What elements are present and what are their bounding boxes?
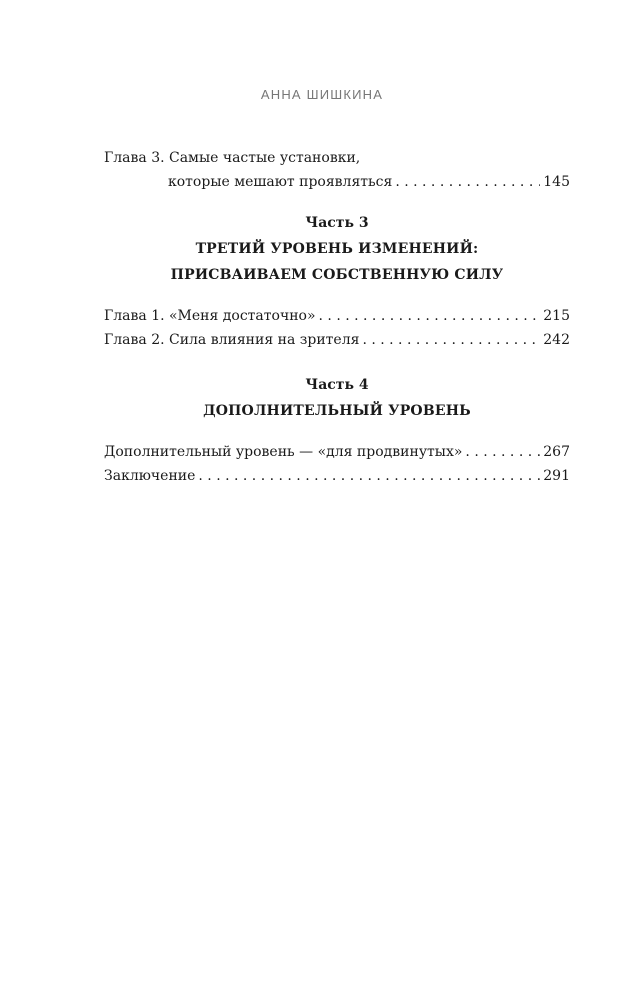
toc-entry-title: которые мешают проявляться [168, 174, 393, 190]
part-3-label: Часть 3 [305, 215, 369, 231]
part-3-title-line-2: ПРИСВАИВАЕМ СОБСТВЕННУЮ СИЛУ [170, 267, 504, 283]
toc-entry-title: Дополнительный уровень — «для продвинутых» [104, 444, 463, 460]
toc-entry-chapter-3-continued[interactable] [104, 170, 570, 194]
toc-entry-part3-chapter-1[interactable] [104, 304, 570, 328]
toc-entry-chapter-3[interactable] [104, 146, 570, 170]
toc-page-number: 215 [543, 308, 570, 324]
toc-entry-part3-chapter-2[interactable] [104, 328, 570, 352]
leader-dots [198, 464, 540, 488]
toc-page-number: 291 [543, 468, 570, 484]
toc-page-number: 267 [543, 444, 570, 460]
toc-entry-additional-level[interactable] [104, 440, 570, 464]
part-4-label: Часть 4 [305, 377, 369, 393]
toc-page-number: 242 [543, 332, 570, 348]
part-3-title-line-1: ТРЕТИЙ УРОВЕНЬ ИЗМЕНЕНИЙ: [195, 241, 479, 257]
toc-page-number: 145 [543, 174, 570, 190]
running-header: АННА ШИШКИНА [260, 87, 384, 102]
leader-dots [395, 170, 540, 194]
leader-dots [465, 440, 540, 464]
leader-dots [319, 304, 541, 328]
toc-entry-title: Глава 1. «Меня достаточно» [104, 308, 316, 324]
toc-entry-conclusion[interactable] [104, 464, 570, 488]
leader-dots [362, 328, 540, 352]
toc-entry-title: Глава 2. Сила влияния на зрителя [104, 332, 360, 348]
table-of-contents [104, 146, 570, 488]
toc-entry-title: Заключение [104, 468, 196, 484]
part-4-title: ДОПОЛНИТЕЛЬНЫЙ УРОВЕНЬ [203, 403, 471, 419]
toc-entry-title: Глава 3. Самые частые установки, [104, 150, 361, 166]
